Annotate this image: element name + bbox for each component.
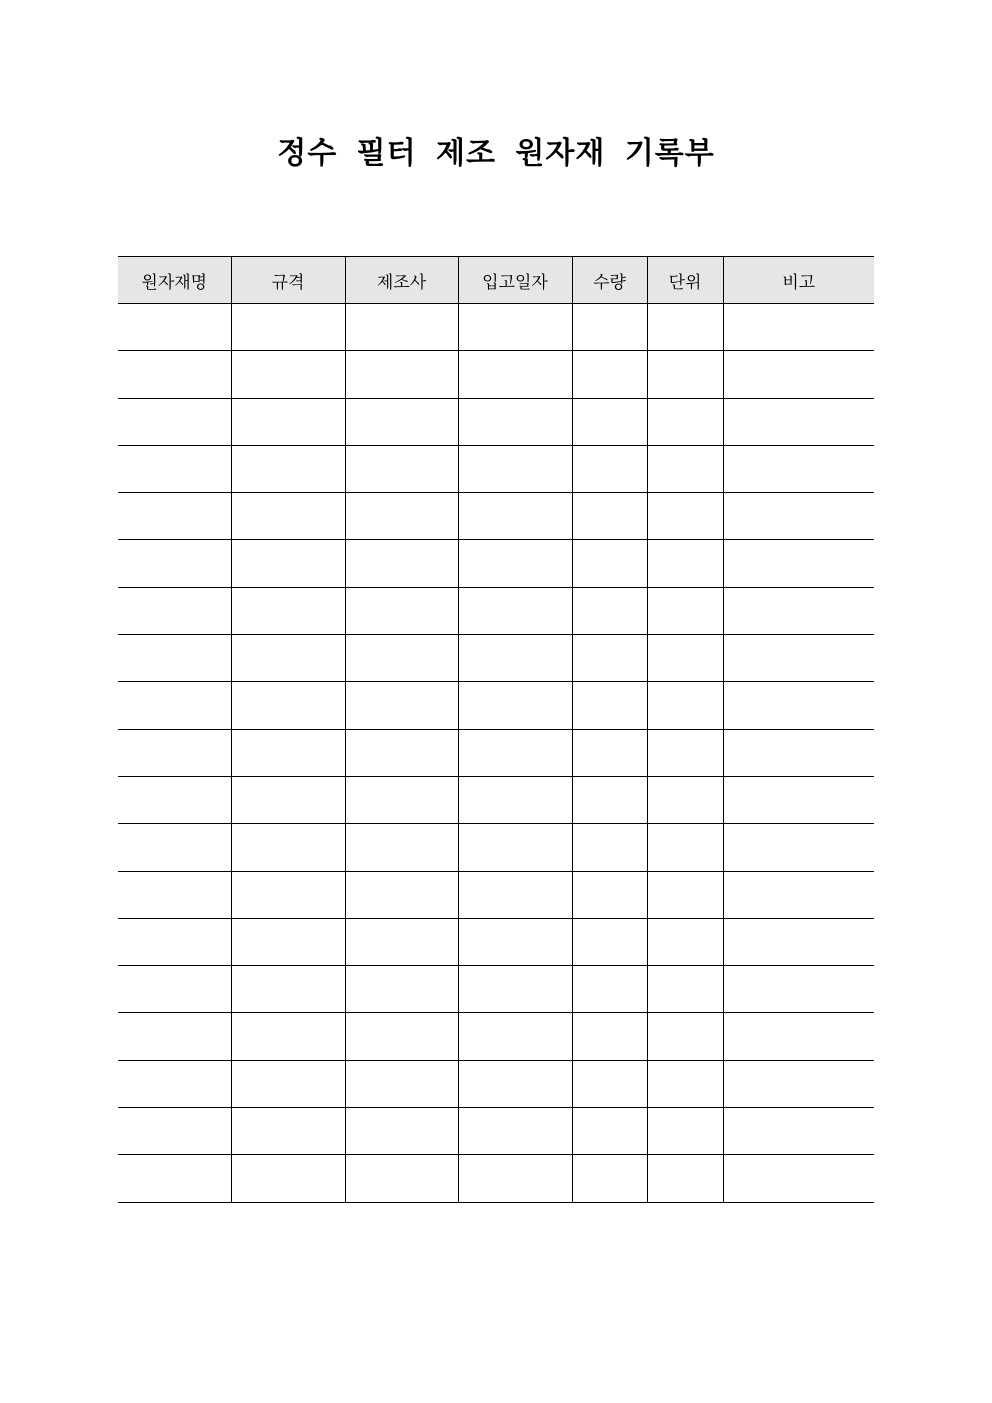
header-receipt-date: 입고일자 bbox=[458, 257, 572, 304]
table-cell[interactable] bbox=[458, 635, 572, 682]
table-cell[interactable] bbox=[118, 1155, 231, 1202]
table-cell[interactable] bbox=[345, 682, 458, 729]
header-manufacturer: 제조사 bbox=[345, 257, 458, 304]
table-cell[interactable] bbox=[572, 1060, 647, 1107]
table-cell[interactable] bbox=[345, 587, 458, 634]
table-cell[interactable] bbox=[572, 398, 647, 445]
table-cell[interactable] bbox=[345, 918, 458, 965]
table-cell[interactable] bbox=[458, 682, 572, 729]
table-cell[interactable] bbox=[231, 635, 345, 682]
table-cell[interactable] bbox=[231, 918, 345, 965]
table-cell[interactable] bbox=[647, 682, 723, 729]
header-row bbox=[118, 257, 874, 304]
table-cell[interactable] bbox=[647, 1060, 723, 1107]
table-cell[interactable] bbox=[647, 540, 723, 587]
table-cell[interactable] bbox=[572, 1013, 647, 1060]
table-cell[interactable] bbox=[345, 1108, 458, 1155]
table-cell[interactable] bbox=[345, 729, 458, 776]
table-row bbox=[118, 729, 874, 776]
table-cell[interactable] bbox=[345, 1155, 458, 1202]
table-cell[interactable] bbox=[723, 1060, 874, 1107]
table-cell[interactable] bbox=[723, 587, 874, 634]
table-cell[interactable] bbox=[118, 351, 231, 398]
table-cell[interactable] bbox=[572, 540, 647, 587]
table-cell[interactable] bbox=[118, 871, 231, 918]
table-row bbox=[118, 1108, 874, 1155]
table-cell[interactable] bbox=[723, 445, 874, 492]
table-cell[interactable] bbox=[345, 776, 458, 823]
table-cell[interactable] bbox=[572, 824, 647, 871]
table-cell[interactable] bbox=[572, 493, 647, 540]
table-cell[interactable] bbox=[458, 1060, 572, 1107]
table-row bbox=[118, 493, 874, 540]
table-row bbox=[118, 445, 874, 492]
table-row bbox=[118, 351, 874, 398]
table-cell[interactable] bbox=[723, 682, 874, 729]
table-cell[interactable] bbox=[458, 1155, 572, 1202]
table-cell[interactable] bbox=[231, 729, 345, 776]
header-specification: 규격 bbox=[231, 257, 345, 304]
table-cell[interactable] bbox=[723, 1155, 874, 1202]
table-cell[interactable] bbox=[647, 776, 723, 823]
table-row bbox=[118, 398, 874, 445]
table-cell[interactable] bbox=[345, 966, 458, 1013]
table-cell[interactable] bbox=[572, 729, 647, 776]
table-cell[interactable] bbox=[231, 1013, 345, 1060]
table-cell[interactable] bbox=[345, 540, 458, 587]
table-cell[interactable] bbox=[723, 1013, 874, 1060]
table-cell[interactable] bbox=[647, 918, 723, 965]
table-cell[interactable] bbox=[458, 445, 572, 492]
table-cell[interactable] bbox=[647, 1013, 723, 1060]
table-cell[interactable] bbox=[723, 1108, 874, 1155]
table-cell[interactable] bbox=[118, 635, 231, 682]
table-row bbox=[118, 871, 874, 918]
table-cell[interactable] bbox=[723, 918, 874, 965]
table-cell[interactable] bbox=[647, 966, 723, 1013]
table-cell[interactable] bbox=[118, 918, 231, 965]
table-cell[interactable] bbox=[231, 682, 345, 729]
table-cell[interactable] bbox=[458, 1013, 572, 1060]
table-cell[interactable] bbox=[458, 918, 572, 965]
table-cell[interactable] bbox=[118, 1108, 231, 1155]
table-cell[interactable] bbox=[647, 729, 723, 776]
table-cell[interactable] bbox=[572, 1108, 647, 1155]
table-cell[interactable] bbox=[723, 824, 874, 871]
table-row bbox=[118, 1060, 874, 1107]
table-cell[interactable] bbox=[345, 351, 458, 398]
table-cell[interactable] bbox=[458, 966, 572, 1013]
table-cell[interactable] bbox=[723, 304, 874, 351]
table-row bbox=[118, 776, 874, 823]
table-cell[interactable] bbox=[647, 587, 723, 634]
table-cell[interactable] bbox=[118, 304, 231, 351]
table-cell[interactable] bbox=[572, 776, 647, 823]
table-cell[interactable] bbox=[647, 635, 723, 682]
table-cell[interactable] bbox=[723, 351, 874, 398]
table-cell[interactable] bbox=[458, 729, 572, 776]
table-cell[interactable] bbox=[118, 398, 231, 445]
table-cell[interactable] bbox=[231, 966, 345, 1013]
table-cell[interactable] bbox=[345, 824, 458, 871]
table-body bbox=[118, 304, 874, 1203]
table-cell[interactable] bbox=[118, 824, 231, 871]
table-cell[interactable] bbox=[647, 1155, 723, 1202]
table-cell[interactable] bbox=[118, 729, 231, 776]
table-cell[interactable] bbox=[231, 871, 345, 918]
table-cell[interactable] bbox=[723, 776, 874, 823]
table-cell[interactable] bbox=[118, 587, 231, 634]
header-quantity: 수량 bbox=[572, 257, 647, 304]
table-cell[interactable] bbox=[345, 445, 458, 492]
header-material-name: 원자재명 bbox=[118, 257, 231, 304]
table-row bbox=[118, 635, 874, 682]
table-cell[interactable] bbox=[572, 966, 647, 1013]
table-cell[interactable] bbox=[231, 587, 345, 634]
table-cell[interactable] bbox=[118, 1013, 231, 1060]
table-row bbox=[118, 304, 874, 351]
table-row bbox=[118, 540, 874, 587]
page-title: 정수 필터 제조 원자재 기록부 bbox=[277, 136, 715, 171]
raw-material-log-table bbox=[118, 256, 874, 1203]
table-cell[interactable] bbox=[458, 540, 572, 587]
table-cell[interactable] bbox=[231, 1108, 345, 1155]
table-row bbox=[118, 918, 874, 965]
table-cell[interactable] bbox=[647, 1108, 723, 1155]
table-cell[interactable] bbox=[647, 445, 723, 492]
table-cell[interactable] bbox=[572, 304, 647, 351]
table-cell[interactable] bbox=[647, 871, 723, 918]
table-cell[interactable] bbox=[458, 824, 572, 871]
table-cell[interactable] bbox=[458, 587, 572, 634]
table-row bbox=[118, 587, 874, 634]
table-cell[interactable] bbox=[118, 1060, 231, 1107]
table-cell[interactable] bbox=[231, 1060, 345, 1107]
table-cell[interactable] bbox=[647, 493, 723, 540]
table-cell[interactable] bbox=[458, 1108, 572, 1155]
table-cell[interactable] bbox=[723, 871, 874, 918]
table-cell[interactable] bbox=[572, 445, 647, 492]
table-cell[interactable] bbox=[647, 351, 723, 398]
table-cell[interactable] bbox=[572, 682, 647, 729]
table-cell[interactable] bbox=[345, 493, 458, 540]
table-cell[interactable] bbox=[118, 493, 231, 540]
table-cell[interactable] bbox=[231, 1155, 345, 1202]
table-row bbox=[118, 824, 874, 871]
header-remarks: 비고 bbox=[723, 257, 874, 304]
table-cell[interactable] bbox=[647, 824, 723, 871]
table-cell[interactable] bbox=[723, 540, 874, 587]
table-cell[interactable] bbox=[723, 966, 874, 1013]
table-cell[interactable] bbox=[647, 304, 723, 351]
table-cell[interactable] bbox=[458, 493, 572, 540]
table-cell[interactable] bbox=[345, 1060, 458, 1107]
table-cell[interactable] bbox=[345, 871, 458, 918]
table-cell[interactable] bbox=[458, 351, 572, 398]
table-cell[interactable] bbox=[345, 635, 458, 682]
table-cell[interactable] bbox=[345, 304, 458, 351]
table-row bbox=[118, 1013, 874, 1060]
table-cell[interactable] bbox=[458, 776, 572, 823]
table-cell[interactable] bbox=[723, 635, 874, 682]
table-cell[interactable] bbox=[118, 966, 231, 1013]
table-cell[interactable] bbox=[723, 398, 874, 445]
table-row bbox=[118, 966, 874, 1013]
table-cell[interactable] bbox=[231, 304, 345, 351]
table-cell[interactable] bbox=[458, 304, 572, 351]
table-cell[interactable] bbox=[231, 493, 345, 540]
table-cell[interactable] bbox=[118, 445, 231, 492]
table-cell[interactable] bbox=[345, 1013, 458, 1060]
header-unit: 단위 bbox=[647, 257, 723, 304]
table-cell[interactable] bbox=[231, 445, 345, 492]
table-cell[interactable] bbox=[231, 540, 345, 587]
table-cell[interactable] bbox=[231, 824, 345, 871]
table-cell[interactable] bbox=[231, 351, 345, 398]
table-cell[interactable] bbox=[572, 587, 647, 634]
table-cell[interactable] bbox=[458, 871, 572, 918]
table-cell[interactable] bbox=[345, 398, 458, 445]
table-cell[interactable] bbox=[118, 682, 231, 729]
table-row bbox=[118, 682, 874, 729]
table-cell[interactable] bbox=[118, 776, 231, 823]
table-cell[interactable] bbox=[231, 776, 345, 823]
table-cell[interactable] bbox=[572, 635, 647, 682]
table-row bbox=[118, 1155, 874, 1202]
table-cell[interactable] bbox=[118, 540, 231, 587]
table-cell[interactable] bbox=[572, 918, 647, 965]
table-cell[interactable] bbox=[458, 398, 572, 445]
table-cell[interactable] bbox=[572, 871, 647, 918]
table-cell[interactable] bbox=[723, 729, 874, 776]
table-cell[interactable] bbox=[231, 398, 345, 445]
table-cell[interactable] bbox=[572, 351, 647, 398]
table-cell[interactable] bbox=[572, 1155, 647, 1202]
table-cell[interactable] bbox=[723, 493, 874, 540]
table-cell[interactable] bbox=[647, 398, 723, 445]
